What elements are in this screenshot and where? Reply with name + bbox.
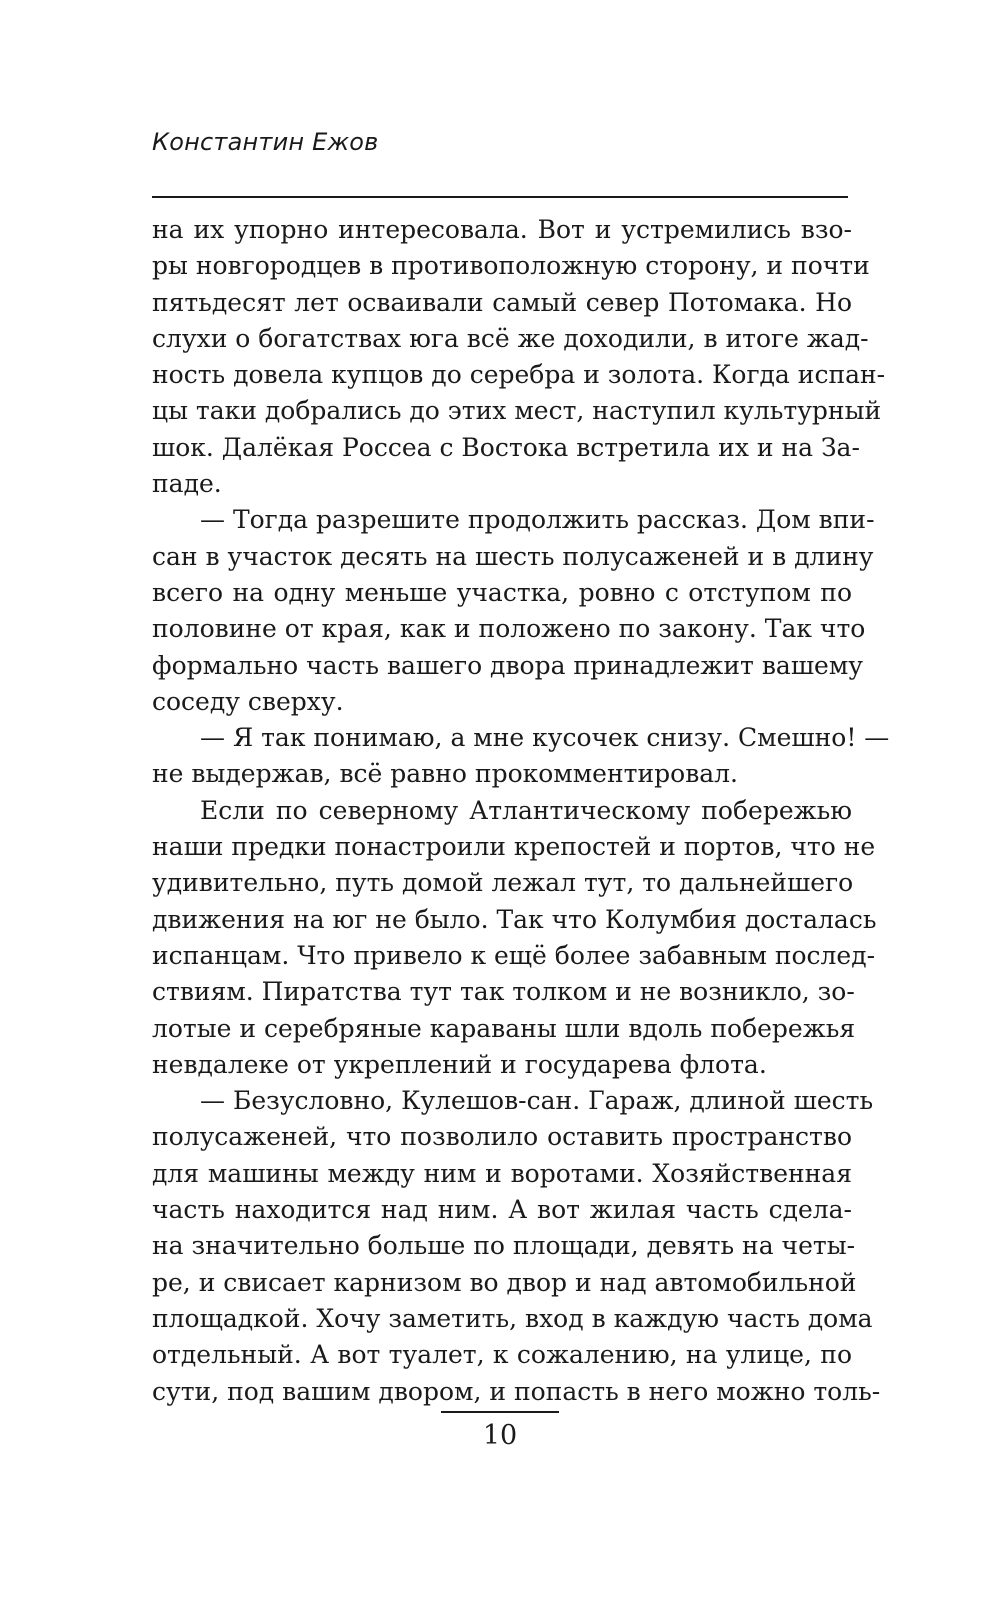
text-line: отдельный. А вот туалет, к сожалению, на улице, по bbox=[152, 1340, 852, 1370]
text-line: паде. bbox=[152, 469, 222, 499]
body-text bbox=[152, 212, 890, 1410]
text-line: — Я так понимаю, а мне кусочек снизу. Смешно! — bbox=[200, 723, 890, 753]
text-line: ры новгородцев в противоположную сторону, и почти bbox=[152, 251, 870, 281]
text-line: Если по северному Атлантическому побережью bbox=[200, 795, 852, 825]
text-line: соседу сверху. bbox=[152, 686, 344, 716]
text-line: цы таки добрались до этих мест, наступил культурный bbox=[152, 396, 882, 426]
text-line: невдалеке от укреплений и государева флота. bbox=[152, 1049, 767, 1079]
text-line: сути, под вашим двором, и попасть в него можно толь- bbox=[152, 1376, 881, 1406]
text-line: часть находится над ним. А вот жилая часть сдела- bbox=[152, 1195, 852, 1225]
text-line: — Тогда разрешите продолжить рассказ. Дом впи- bbox=[200, 505, 875, 535]
text-line: половине от края, как и положено по закону. Так что bbox=[152, 614, 866, 644]
header-rule bbox=[152, 196, 848, 198]
text-line: удивительно, путь домой лежал тут, то дальнейшего bbox=[152, 868, 854, 898]
text-line: лотые и серебряные караваны шли вдоль побережья bbox=[152, 1013, 856, 1043]
text-line: пятьдесят лет осваивали самый север Потомака. Но bbox=[152, 287, 852, 317]
text-line: ность довела купцов до серебра и золота. Когда испан- bbox=[152, 360, 886, 390]
text-line: — Безусловно, Кулешов-сан. Гараж, длиной шесть bbox=[200, 1086, 874, 1116]
text-line: полусаженей, что позволило оставить пространство bbox=[152, 1122, 852, 1152]
page-number: 10 bbox=[482, 1420, 518, 1451]
text-line: шок. Далёкая Россеа с Востока встретила их и на За- bbox=[152, 432, 860, 462]
footer-rule bbox=[441, 1411, 559, 1413]
text-line: ствиям. Пиратства тут так толком и не возникло, зо- bbox=[152, 977, 855, 1007]
text-line: не выдержав, всё равно прокомментировал. bbox=[152, 759, 738, 789]
text-line: всего на одну меньше участка, ровно с отступом по bbox=[152, 577, 852, 607]
text-line: на значительно больше по площади, девять на четы- bbox=[152, 1231, 856, 1261]
text-line: площадкой. Хочу заметить, вход в каждую часть дома bbox=[152, 1303, 873, 1333]
text-line: наши предки понастроили крепостей и портов, что не bbox=[152, 832, 876, 862]
text-line: слухи о богатствах юга всё же доходили, в итоге жад- bbox=[152, 323, 869, 353]
text-line: движения на юг не было. Так что Колумбия досталась bbox=[152, 904, 877, 934]
text-line: формально часть вашего двора принадлежит вашему bbox=[152, 650, 864, 680]
text-line: испанцам. Что привело к ещё более забавным послед- bbox=[152, 940, 876, 970]
text-line: на их упорно интересовала. Вот и устремились взо- bbox=[152, 215, 852, 244]
running-head-author: Константин Ежов bbox=[152, 128, 379, 156]
text-line: для машины между ним и воротами. Хозяйственная bbox=[152, 1158, 852, 1188]
text-line: сан в участок десять на шесть полусаженей и в длину bbox=[152, 541, 874, 571]
text-line: ре, и свисает карнизом во двор и над автомобильной bbox=[152, 1267, 857, 1297]
